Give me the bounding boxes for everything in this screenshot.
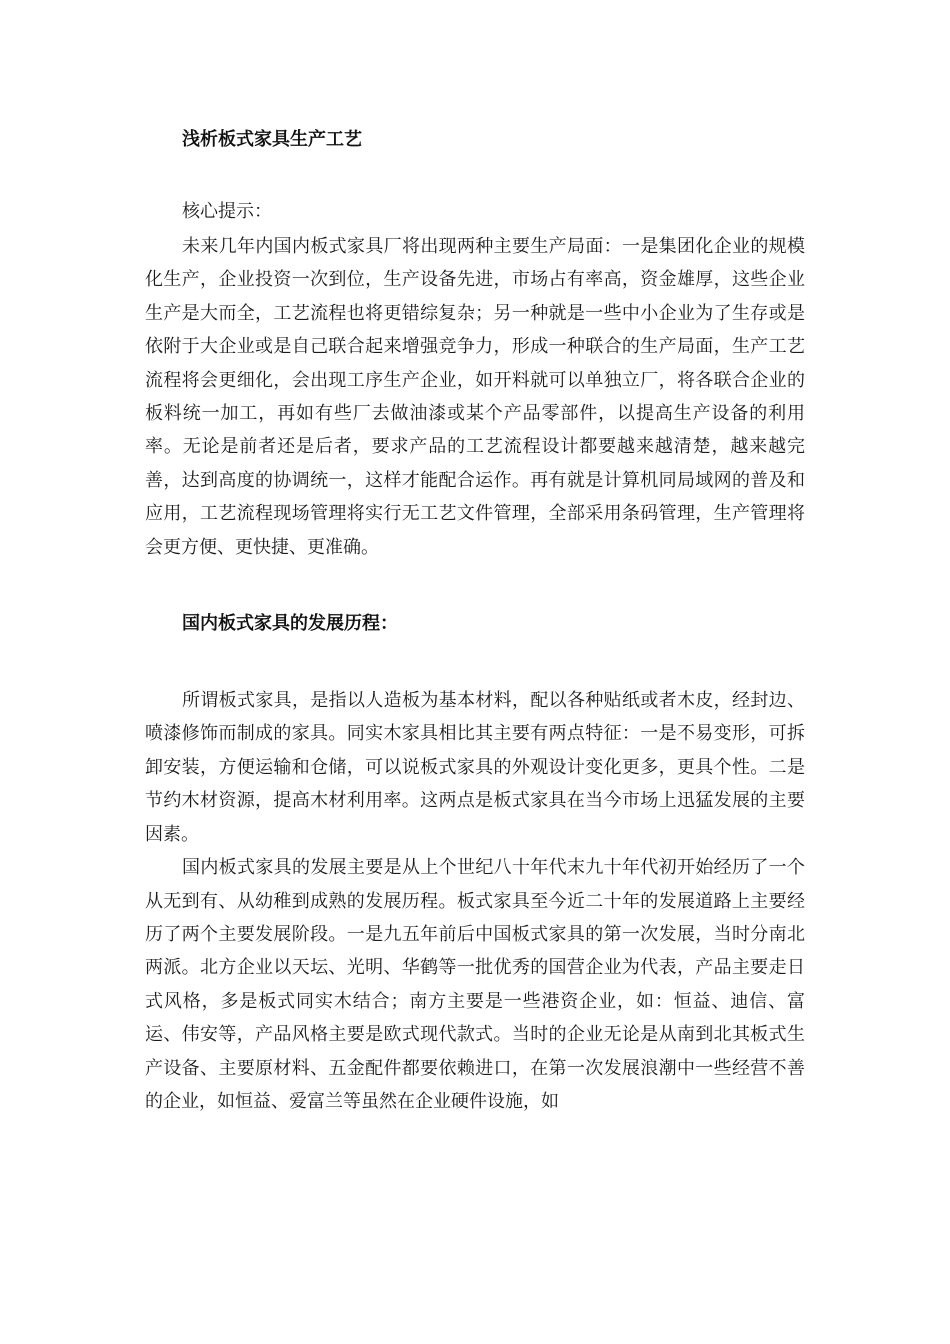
body-paragraph-2: 国内板式家具的发展主要是从上个世纪八十年代末九十年代初开始经历了一个从无到有、从幼稚到成熟的发展历程。板式家具至今近二十年的发展道路上主要经历了两个主要发展阶段。一是九五年前后中国板式家具的第一次发展，当时分南北两派。北方企业以天坛、光明、华鹤等一批优秀的国营企业为代表，产品主要走日式风格，多是板式同实木结合；南方主要是一些港资企业，如：恒益、迪信、富运、伟安等，产品风格主要是欧式现代款式。当时的企业无论是从南到北其板式生产设备、主要原材料、五金配件都要依赖进口，在第一次发展浪潮中一些经营不善的企业，如恒益、爱富兰等虽然在企业硬件设施，如 — [145, 857, 805, 1112]
body-paragraph-1: 所谓板式家具，是指以人造板为基本材料，配以各种贴纸或者木皮，经封边、喷漆修饰而制成的家具。同实木家具相比其主要有两点特征：一是不易变形，可拆卸安装，方便运输和仓储，可以说板式家具的外观设计变化更多，更具个性。二是节约木材资源，提高木材利用率。这两点是板式家具在当今市场上迅猛发展的主要因素。 — [145, 690, 805, 845]
core-paragraph: 未来几年内国内板式家具厂将出现两种主要生产局面：一是集团化企业的规模化生产，企业投资一次到位，生产设备先进，市场占有率高，资金雄厚，这些企业生产是大而全，工艺流程也将更错综复杂；另一种就是一些中小企业为了生存或是依附于大企业或是自己联合起来增强竞争力，形成一种联合的生产局面，生产工艺流程将会更细化，会出现工序生产企业，如开料就可以单独立厂，将各联合企业的板料统一加工，再如有些厂去做油漆或某个产品零部件，以提高生产设备的利用率。无论是前者还是后者，要求产品的工艺流程设计都要越来越清楚，越来越完善，达到高度的协调统一，这样才能配合运作。再有就是计算机同局域网的普及和应用，工艺流程现场管理将实行无工艺文件管理，全部采用条码管理，生产管理将会更方便、更快捷、更准确。 — [145, 236, 805, 558]
spacer — [145, 156, 805, 196]
spacer — [145, 640, 805, 684]
core-label: 核心提示： — [182, 201, 272, 222]
document-title: 浅析板式家具生产工艺 — [182, 129, 362, 150]
document-body — [145, 124, 805, 1118]
section-heading: 国内板式家具的发展历程： — [182, 613, 398, 635]
spacer — [145, 564, 805, 608]
